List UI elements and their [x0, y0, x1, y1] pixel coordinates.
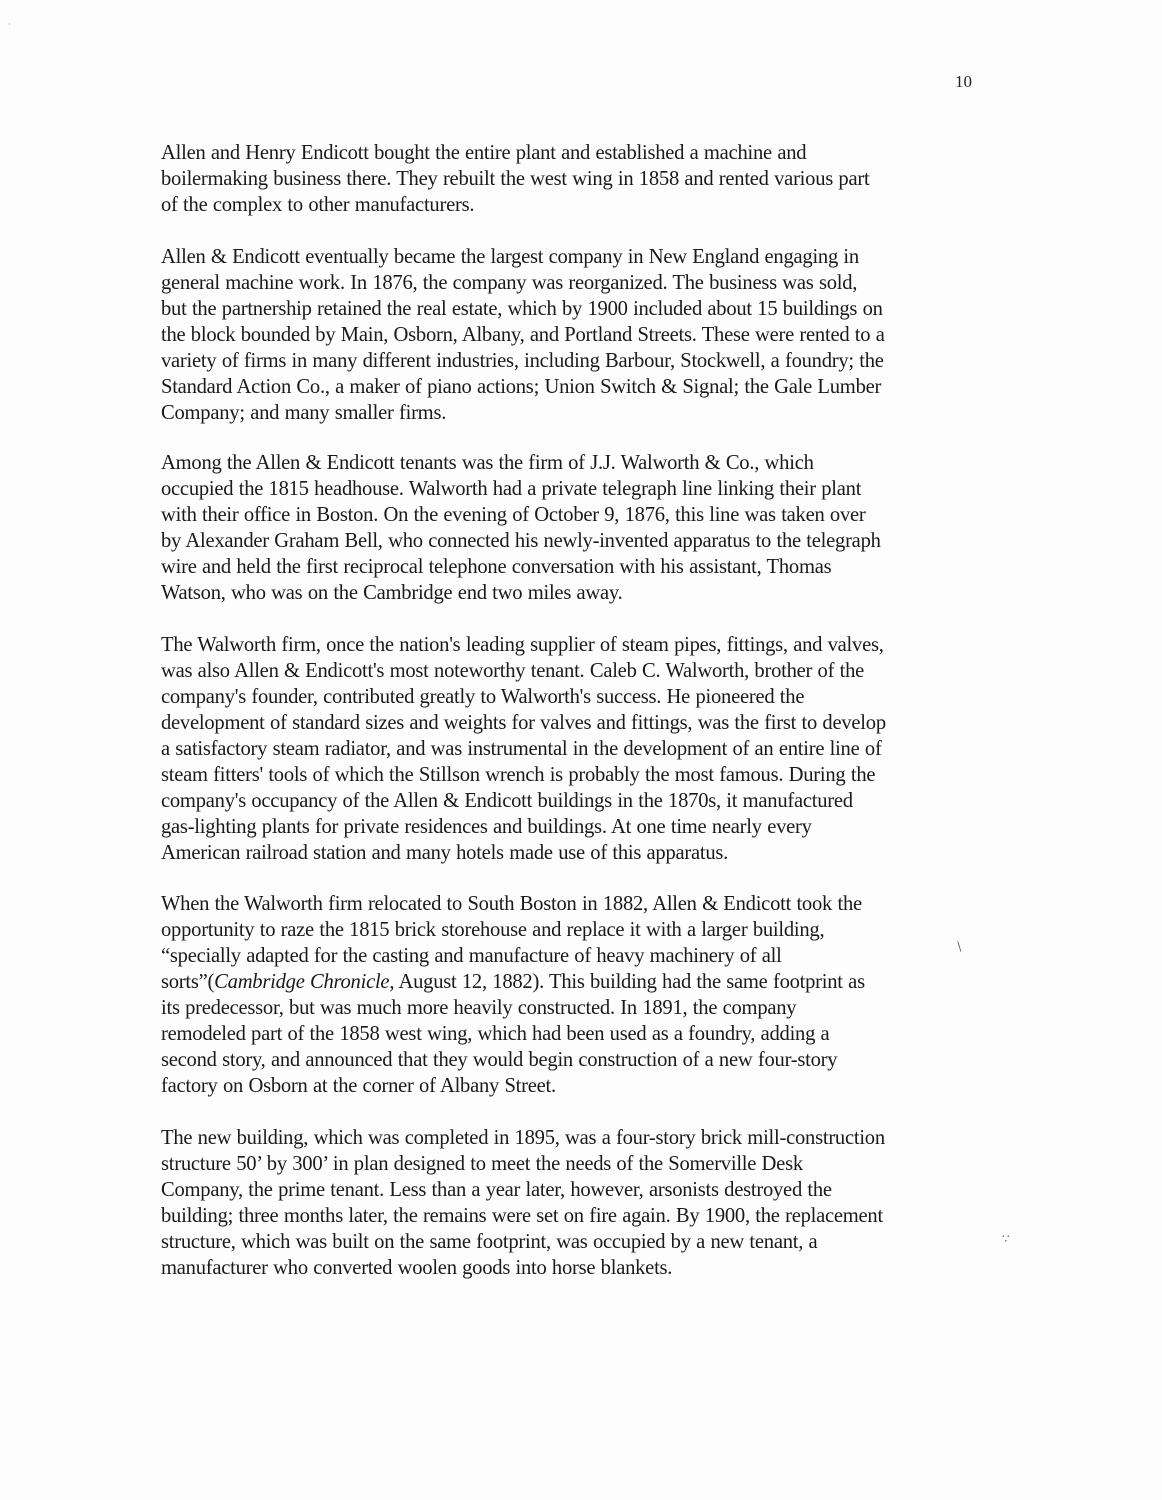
- text-line: Allen & Endicott eventually became the largest company in New England engaging in: [161, 246, 859, 268]
- citation-prefix: sorts”(: [161, 971, 215, 993]
- text-line: Among the Allen & Endicott tenants was the firm of J.J. Walworth & Co., which: [161, 452, 814, 474]
- text-line: company's occupancy of the Allen & Endicott buildings in the 1870s, it manufactured: [161, 790, 853, 812]
- text-line: boilermaking business there. They rebuilt the west wing in 1858 and rented various part: [161, 168, 870, 190]
- text-line: structure, which was built on the same footprint, was occupied by a new tenant, a: [161, 1231, 818, 1253]
- citation-suffix: , August 12, 1882). This building had the same footprint as: [389, 971, 865, 993]
- text-line: building; three months later, the remains were set on fire again. By 1900, the replacement: [161, 1205, 883, 1227]
- text-line: by Alexander Graham Bell, who connected his newly-invented apparatus to the telegraph: [161, 530, 881, 552]
- paragraph-6: [161, 1125, 885, 1281]
- text-line: a satisfactory steam radiator, and was instrumental in the development of an entire line of: [161, 738, 882, 760]
- text-line: The new building, which was completed in 1895, was a four-story brick mill-construction: [161, 1127, 885, 1149]
- page-number: 10: [955, 72, 972, 91]
- text-line: development of standard sizes and weights for valves and fittings, was the first to develop: [161, 712, 886, 734]
- text-line: variety of firms in many different industries, including Barbour, Stockwell, a foundry; the: [161, 350, 884, 372]
- text-line: Allen and Henry Endicott bought the entire plant and established a machine and: [161, 142, 807, 164]
- text-line: with their office in Boston. On the evening of October 9, 1876, this line was taken over: [161, 504, 866, 526]
- text-line: was also Allen & Endicott's most noteworthy tenant. Caleb C. Walworth, brother of the: [161, 660, 865, 682]
- scan-speck: ∵: [1002, 1232, 1010, 1246]
- text-line: but the partnership retained the real estate, which by 1900 included about 15 buildings on: [161, 298, 883, 320]
- scan-speck: ∖: [955, 940, 963, 954]
- paragraph-4: [161, 632, 886, 866]
- text-line: American railroad station and many hotels made use of this apparatus.: [161, 842, 729, 864]
- paragraph-1: [161, 140, 869, 218]
- text-line: “specially adapted for the casting and manufacture of heavy machinery of all: [161, 945, 782, 967]
- text-line: second story, and announced that they would begin construction of a new four-story: [161, 1049, 838, 1071]
- text-line: Company; and many smaller firms.: [161, 402, 447, 424]
- text-line: occupied the 1815 headhouse. Walworth had a private telegraph line linking their plant: [161, 478, 862, 500]
- text-line: Standard Action Co., a maker of piano actions; Union Switch & Signal; the Gale Lumber: [161, 376, 882, 398]
- text-line: remodeled part of the 1858 west wing, which had been used as a foundry, adding a: [161, 1023, 830, 1045]
- text-line: general machine work. In 1876, the company was reorganized. The business was sold,: [161, 272, 858, 294]
- text-line: wire and held the first reciprocal telephone conversation with his assistant, Thomas: [161, 556, 832, 578]
- text-line: opportunity to raze the 1815 brick storehouse and replace it with a larger building,: [161, 919, 825, 941]
- text-line: the block bounded by Main, Osborn, Albany, and Portland Streets. These were rented to a: [161, 324, 885, 346]
- text-line: structure 50’ by 300’ in plan designed to meet the needs of the Somerville Desk: [161, 1153, 803, 1175]
- scan-speck: ·: [8, 20, 11, 29]
- text-line: manufacturer who converted woolen goods into horse blankets.: [161, 1257, 673, 1279]
- text-line: The Walworth firm, once the nation's leading supplier of steam pipes, fittings, and valves,: [161, 634, 884, 656]
- text-line: company's founder, contributed greatly to Walworth's success. He pioneered the: [161, 686, 805, 708]
- text-line: gas-lighting plants for private residences and buildings. At one time nearly every: [161, 816, 812, 838]
- paragraph-2: [161, 244, 885, 426]
- paragraph-3: [161, 450, 881, 606]
- text-line: factory on Osborn at the corner of Albany Street.: [161, 1075, 556, 1097]
- text-line: When the Walworth firm relocated to South Boston in 1882, Allen & Endicott took the: [161, 893, 862, 915]
- paragraph-5: [161, 891, 865, 1099]
- citation-line: [161, 969, 865, 995]
- text-line: Company, the prime tenant. Less than a year later, however, arsonists destroyed the: [161, 1179, 832, 1201]
- text-line: Watson, who was on the Cambridge end two miles away.: [161, 582, 623, 604]
- text-line: of the complex to other manufacturers.: [161, 194, 475, 216]
- citation-source: Cambridge Chronicle: [214, 971, 390, 993]
- text-line: its predecessor, but was much more heavily constructed. In 1891, the company: [161, 997, 797, 1019]
- text-line: steam fitters' tools of which the Stillson wrench is probably the most famous. During the: [161, 764, 876, 786]
